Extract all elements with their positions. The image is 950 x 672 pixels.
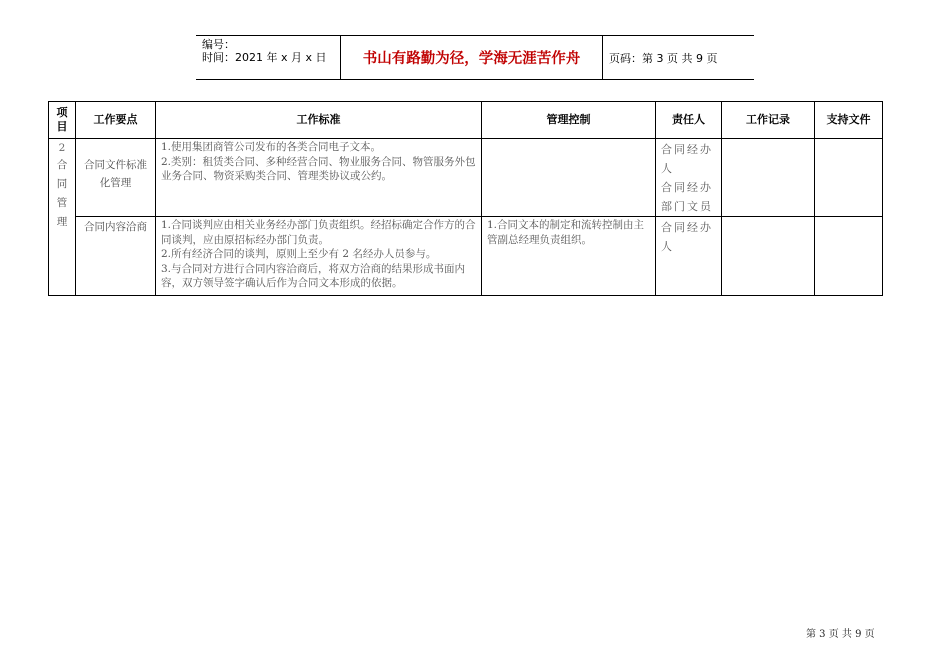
- document-header: [196, 35, 754, 80]
- responsible-line: 合同经办部门文员: [661, 181, 713, 213]
- page-footer: 第 3 页 共 9 页: [806, 629, 875, 640]
- record-cell: [722, 217, 815, 296]
- table-header-row: [49, 102, 883, 139]
- table-row: [49, 139, 883, 217]
- standard-line: 1.使用集团商管公司发布的各类合同电子文本。: [161, 141, 382, 153]
- standard-line: 1.合同谈判应由相关业务经办部门负责组织。经招标确定合作方的合同谈判，应由原招标经办部门负责。: [161, 219, 476, 246]
- column-header: 管理控制: [482, 102, 656, 139]
- item-name: [49, 156, 75, 232]
- column-header: 支持文件: [815, 102, 883, 139]
- header-meta: [202, 38, 327, 64]
- column-header: 工作记录: [722, 102, 815, 139]
- time-label: 时间：2021 年 x 月 x 日: [202, 51, 327, 64]
- column-header-item: 项目: [56, 106, 68, 133]
- work-point-cell: 合同文件标准化管理: [76, 139, 156, 217]
- support-cell: [815, 217, 883, 296]
- work-standard-cell: [156, 139, 482, 217]
- control-cell: 1.合同文本的制定和流转控制由主管副总经理负责组织。: [482, 217, 656, 296]
- table-row: [49, 217, 883, 296]
- column-header: 责任人: [656, 102, 722, 139]
- item-char: 理: [56, 216, 68, 228]
- item-char: 管: [56, 197, 68, 209]
- number-label: 编号：: [202, 38, 235, 51]
- responsible-line: 合同经办人: [661, 221, 713, 253]
- standard-line: 3.与合同对方进行合同内容洽商后，将双方洽商的结果形成书面内容，双方领导签字确认后作为合同文本形成的依据。: [161, 262, 466, 289]
- column-header: [49, 102, 76, 139]
- work-point-cell: 合同内容洽商: [76, 217, 156, 296]
- item-char: 同: [56, 178, 68, 190]
- responsible-cell: [656, 217, 722, 296]
- standard-line: 2.类别：租赁类合同、多种经营合同、物业服务合同、物管服务外包业务合同、物资采购类合同、管理类协议或公约。: [161, 155, 476, 182]
- column-header: 工作标准: [156, 102, 482, 139]
- header-divider: [602, 36, 603, 79]
- work-standard-table: [48, 101, 883, 296]
- standard-line: 2.所有经济合同的谈判，原则上至少有 2 名经办人员参与。: [161, 248, 437, 260]
- column-header: 工作要点: [76, 102, 156, 139]
- header-page-info: 页码：第 3 页 共 9 页: [609, 51, 718, 65]
- record-cell: [722, 139, 815, 217]
- control-cell: [482, 139, 656, 217]
- responsible-cell: [656, 139, 722, 217]
- support-cell: [815, 139, 883, 217]
- responsible-line: 合同经办人: [661, 143, 713, 175]
- item-number: 2: [58, 142, 66, 154]
- item-char: 合: [56, 159, 68, 171]
- work-standard-cell: [156, 217, 482, 296]
- header-motto: 书山有路勤为径，学海无涯苦作舟: [362, 51, 581, 67]
- item-cell: [49, 139, 76, 296]
